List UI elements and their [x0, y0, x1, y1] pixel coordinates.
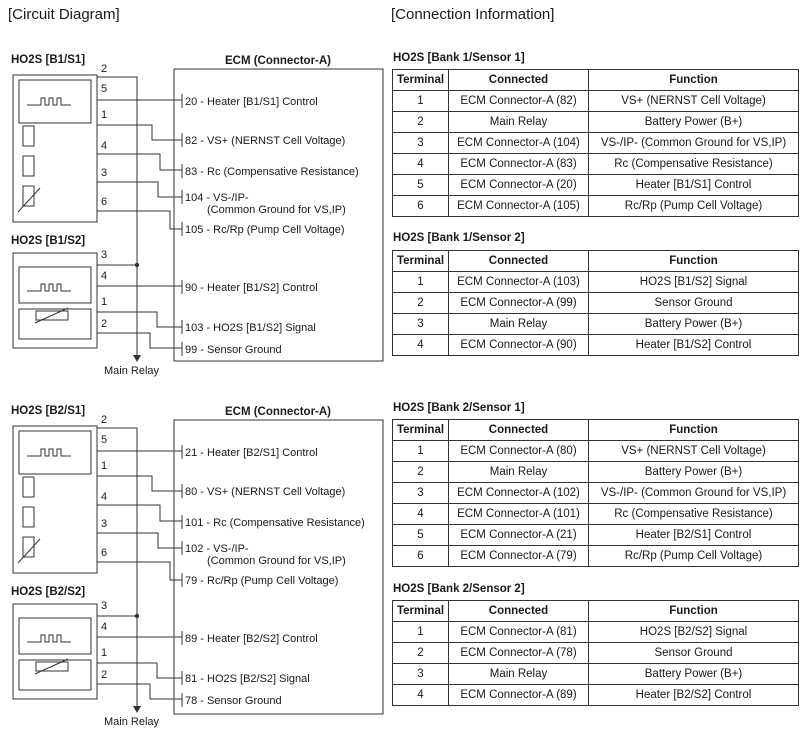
- table-cell: ECM Connector-A (90): [449, 335, 589, 356]
- wire: [97, 533, 182, 548]
- table-cell: Main Relay: [449, 664, 589, 685]
- column-header: Terminal: [393, 251, 449, 272]
- column-header: Terminal: [393, 70, 449, 91]
- table-cell: 1: [393, 622, 449, 643]
- table-cell: 4: [393, 504, 449, 525]
- arrow-down-icon: [133, 706, 141, 713]
- connection-table: [392, 69, 799, 217]
- table-cell: Heater [B1/S1] Control: [589, 175, 799, 196]
- table-cell: Battery Power (B+): [589, 112, 799, 133]
- table-cell: ECM Connector-A (80): [449, 441, 589, 462]
- table-cell: Heater [B1/S2] Control: [589, 335, 799, 356]
- table-cell: HO2S [B1/S2] Signal: [589, 272, 799, 293]
- table-cell: Main Relay: [449, 314, 589, 335]
- heater-frame: [19, 267, 91, 303]
- pin-number: 2: [101, 414, 108, 426]
- table-cell: Sensor Ground: [589, 293, 799, 314]
- column-header: Function: [589, 70, 799, 91]
- table-cell: 1: [393, 441, 449, 462]
- ecm-pin-label: 21 - Heater [B2/S1] Control: [185, 447, 318, 459]
- table-cell: Rc/Rp (Pump Cell Voltage): [589, 546, 799, 567]
- wire: [97, 684, 182, 699]
- pump-cell-icon: [23, 507, 34, 527]
- nernst-cell-icon: [23, 477, 34, 497]
- wire: [97, 211, 182, 229]
- sensor-title: HO2S [B2/S1]: [11, 405, 86, 417]
- table-row: [393, 112, 799, 133]
- table-cell: 3: [393, 314, 449, 335]
- pin-number: 4: [101, 270, 108, 282]
- table-header-row: [393, 601, 799, 622]
- pin-number: 3: [101, 600, 108, 612]
- ecm-pin-label: 78 - Sensor Ground: [185, 695, 282, 707]
- table-row: [393, 504, 799, 525]
- table-cell: ECM Connector-A (83): [449, 154, 589, 175]
- pin-number: 1: [101, 647, 108, 659]
- table-cell: ECM Connector-A (79): [449, 546, 589, 567]
- table-cell: 4: [393, 335, 449, 356]
- wire: [97, 182, 182, 197]
- wire: [97, 505, 182, 521]
- column-header: Function: [589, 251, 799, 272]
- table-row: [393, 525, 799, 546]
- ecm-pin-label: 81 - HO2S [B2/S2] Signal: [185, 673, 310, 685]
- table-cell: Rc (Compensative Resistance): [589, 504, 799, 525]
- table-cell: 4: [393, 154, 449, 175]
- table-row: [393, 293, 799, 314]
- table-header-row: [393, 420, 799, 441]
- sensor-title: HO2S [B1/S2]: [11, 235, 86, 247]
- ecm-pin-label: 82 - VS+ (NERNST Cell Voltage): [185, 135, 346, 147]
- ecm-pin-label: 105 - Rc/Rp (Pump Cell Voltage): [185, 224, 345, 236]
- table-cell: ECM Connector-A (104): [449, 133, 589, 154]
- table-cell: ECM Connector-A (99): [449, 293, 589, 314]
- pin-number: 5: [101, 83, 108, 95]
- table-cell: ECM Connector-A (20): [449, 175, 589, 196]
- column-header: Connected: [449, 70, 589, 91]
- wire: [97, 562, 182, 580]
- table-cell: Battery Power (B+): [589, 314, 799, 335]
- table-cell: 2: [393, 112, 449, 133]
- table-cell: 1: [393, 272, 449, 293]
- ecm-pin-label: 102 - VS-/IP-: [185, 543, 249, 555]
- wire: [97, 312, 182, 327]
- ecm-pin-label: 83 - Rc (Compensative Resistance): [185, 166, 359, 178]
- table-cell: HO2S [B2/S2] Signal: [589, 622, 799, 643]
- sensor-box: [13, 75, 97, 222]
- heater-element-icon: [27, 98, 71, 105]
- table-cell: 3: [393, 664, 449, 685]
- table-cell: 1: [393, 91, 449, 112]
- pin-number: 1: [101, 109, 108, 121]
- table-row: [393, 335, 799, 356]
- table-cell: Rc (Compensative Resistance): [589, 154, 799, 175]
- table-cell: Rc/Rp (Pump Cell Voltage): [589, 196, 799, 217]
- column-header: Terminal: [393, 601, 449, 622]
- table-cell: Main Relay: [449, 112, 589, 133]
- table-cell: VS+ (NERNST Cell Voltage): [589, 91, 799, 112]
- ecm-pin-sublabel: (Common Ground for VS,IP): [207, 204, 346, 216]
- pin-number: 1: [101, 296, 108, 308]
- heater-frame: [19, 80, 91, 123]
- ecm-pin-label: 20 - Heater [B1/S1] Control: [185, 96, 318, 108]
- pump-cell-icon: [23, 156, 34, 176]
- table-row: [393, 546, 799, 567]
- table-cell: ECM Connector-A (101): [449, 504, 589, 525]
- table-title: HO2S [Bank 2/Sensor 1]: [393, 402, 525, 414]
- pin-number: 6: [101, 196, 108, 208]
- wire: [97, 125, 182, 140]
- pin-number: 3: [101, 167, 108, 179]
- table-cell: ECM Connector-A (89): [449, 685, 589, 706]
- column-header: Terminal: [393, 420, 449, 441]
- heater-element-icon: [27, 284, 71, 291]
- table-row: [393, 154, 799, 175]
- connection-table: [392, 600, 799, 706]
- pin-number: 1: [101, 460, 108, 472]
- variable-resistor-icon: [35, 308, 68, 323]
- table-title: HO2S [Bank 1/Sensor 1]: [393, 52, 525, 64]
- connection-table: [392, 250, 799, 356]
- table-row: [393, 314, 799, 335]
- wire: [97, 154, 182, 170]
- table-cell: 2: [393, 293, 449, 314]
- table-cell: Sensor Ground: [589, 643, 799, 664]
- variable-resistor-icon: [35, 659, 68, 674]
- column-header: Function: [589, 420, 799, 441]
- column-header: Function: [589, 601, 799, 622]
- table-row: [393, 133, 799, 154]
- table-cell: ECM Connector-A (102): [449, 483, 589, 504]
- table-cell: Battery Power (B+): [589, 664, 799, 685]
- arrow-down-icon: [133, 355, 141, 362]
- ecm-pin-label: 79 - Rc/Rp (Pump Cell Voltage): [185, 575, 339, 587]
- ecm-pin-label: 101 - Rc (Compensative Resistance): [185, 517, 365, 529]
- pin-number: 3: [101, 249, 108, 261]
- table-cell: Heater [B2/S1] Control: [589, 525, 799, 546]
- table-row: [393, 483, 799, 504]
- table-cell: 6: [393, 546, 449, 567]
- ecm-title: ECM (Connector-A): [224, 406, 332, 418]
- table-cell: ECM Connector-A (103): [449, 272, 589, 293]
- pin-number: 2: [101, 669, 108, 681]
- ecm-pin-sublabel: (Common Ground for VS,IP): [207, 555, 346, 567]
- table-row: [393, 196, 799, 217]
- table-cell: Battery Power (B+): [589, 462, 799, 483]
- table-cell: 3: [393, 483, 449, 504]
- sensor-title: HO2S [B1/S1]: [11, 54, 86, 66]
- circuit-diagram-header: [Circuit Diagram]: [8, 6, 120, 23]
- table-cell: VS-/IP- (Common Ground for VS,IP): [589, 483, 799, 504]
- pin-number: 5: [101, 434, 108, 446]
- table-row: [393, 441, 799, 462]
- wire: [97, 663, 182, 678]
- heater-frame: [19, 618, 91, 654]
- wire: [97, 333, 182, 348]
- table-cell: VS-/IP- (Common Ground for VS,IP): [589, 133, 799, 154]
- ecm-pin-label: 80 - VS+ (NERNST Cell Voltage): [185, 486, 346, 498]
- table-cell: Main Relay: [449, 462, 589, 483]
- table-cell: ECM Connector-A (105): [449, 196, 589, 217]
- table-cell: Heater [B2/S2] Control: [589, 685, 799, 706]
- table-row: [393, 272, 799, 293]
- column-header: Connected: [449, 601, 589, 622]
- connection-table: [392, 419, 799, 567]
- pin-number: 6: [101, 547, 108, 559]
- pin-number: 2: [101, 318, 108, 330]
- sensor-box: [13, 426, 97, 573]
- table-row: [393, 462, 799, 483]
- sensor-title: HO2S [B2/S2]: [11, 586, 86, 598]
- table-cell: ECM Connector-A (78): [449, 643, 589, 664]
- junction-dot: [135, 614, 139, 618]
- wire: [97, 476, 182, 491]
- main-relay-label: Main Relay: [104, 716, 160, 728]
- ecm-pin-label: 104 - VS-/IP-: [185, 192, 249, 204]
- table-cell: 5: [393, 525, 449, 546]
- ecm-title: ECM (Connector-A): [224, 55, 332, 67]
- column-header: Connected: [449, 420, 589, 441]
- table-row: [393, 622, 799, 643]
- table-cell: ECM Connector-A (82): [449, 91, 589, 112]
- ecm-pin-label: 90 - Heater [B1/S2] Control: [185, 282, 318, 294]
- pin-number: 4: [101, 621, 108, 633]
- variable-resistor-icon: [18, 539, 40, 563]
- table-title: HO2S [Bank 2/Sensor 2]: [393, 583, 525, 595]
- table-title: HO2S [Bank 1/Sensor 2]: [393, 232, 525, 244]
- heater-frame: [19, 431, 91, 474]
- heater-element-icon: [27, 635, 71, 642]
- table-header-row: [393, 251, 799, 272]
- table-cell: 2: [393, 643, 449, 664]
- table-cell: 5: [393, 175, 449, 196]
- pin-number: 4: [101, 140, 108, 152]
- table-cell: VS+ (NERNST Cell Voltage): [589, 441, 799, 462]
- ecm-pin-label: 89 - Heater [B2/S2] Control: [185, 633, 318, 645]
- ecm-pin-label: 103 - HO2S [B1/S2] Signal: [185, 322, 316, 334]
- connection-info-header: [Connection Information]: [391, 6, 555, 23]
- pin-number: 2: [101, 63, 108, 75]
- table-cell: 4: [393, 685, 449, 706]
- ecm-connector-box: [174, 420, 383, 714]
- variable-resistor-icon: [18, 188, 40, 212]
- column-header: Connected: [449, 251, 589, 272]
- table-row: [393, 91, 799, 112]
- table-row: [393, 664, 799, 685]
- table-cell: 6: [393, 196, 449, 217]
- table-cell: ECM Connector-A (21): [449, 525, 589, 546]
- pin-number: 4: [101, 491, 108, 503]
- table-cell: 3: [393, 133, 449, 154]
- table-row: [393, 685, 799, 706]
- table-header-row: [393, 70, 799, 91]
- junction-dot: [135, 263, 139, 267]
- ecm-pin-label: 99 - Sensor Ground: [185, 344, 282, 356]
- table-cell: ECM Connector-A (81): [449, 622, 589, 643]
- table-cell: 2: [393, 462, 449, 483]
- table-row: [393, 175, 799, 196]
- table-row: [393, 643, 799, 664]
- pin-number: 3: [101, 518, 108, 530]
- nernst-cell-icon: [23, 126, 34, 146]
- heater-element-icon: [27, 449, 71, 456]
- main-relay-label: Main Relay: [104, 365, 160, 377]
